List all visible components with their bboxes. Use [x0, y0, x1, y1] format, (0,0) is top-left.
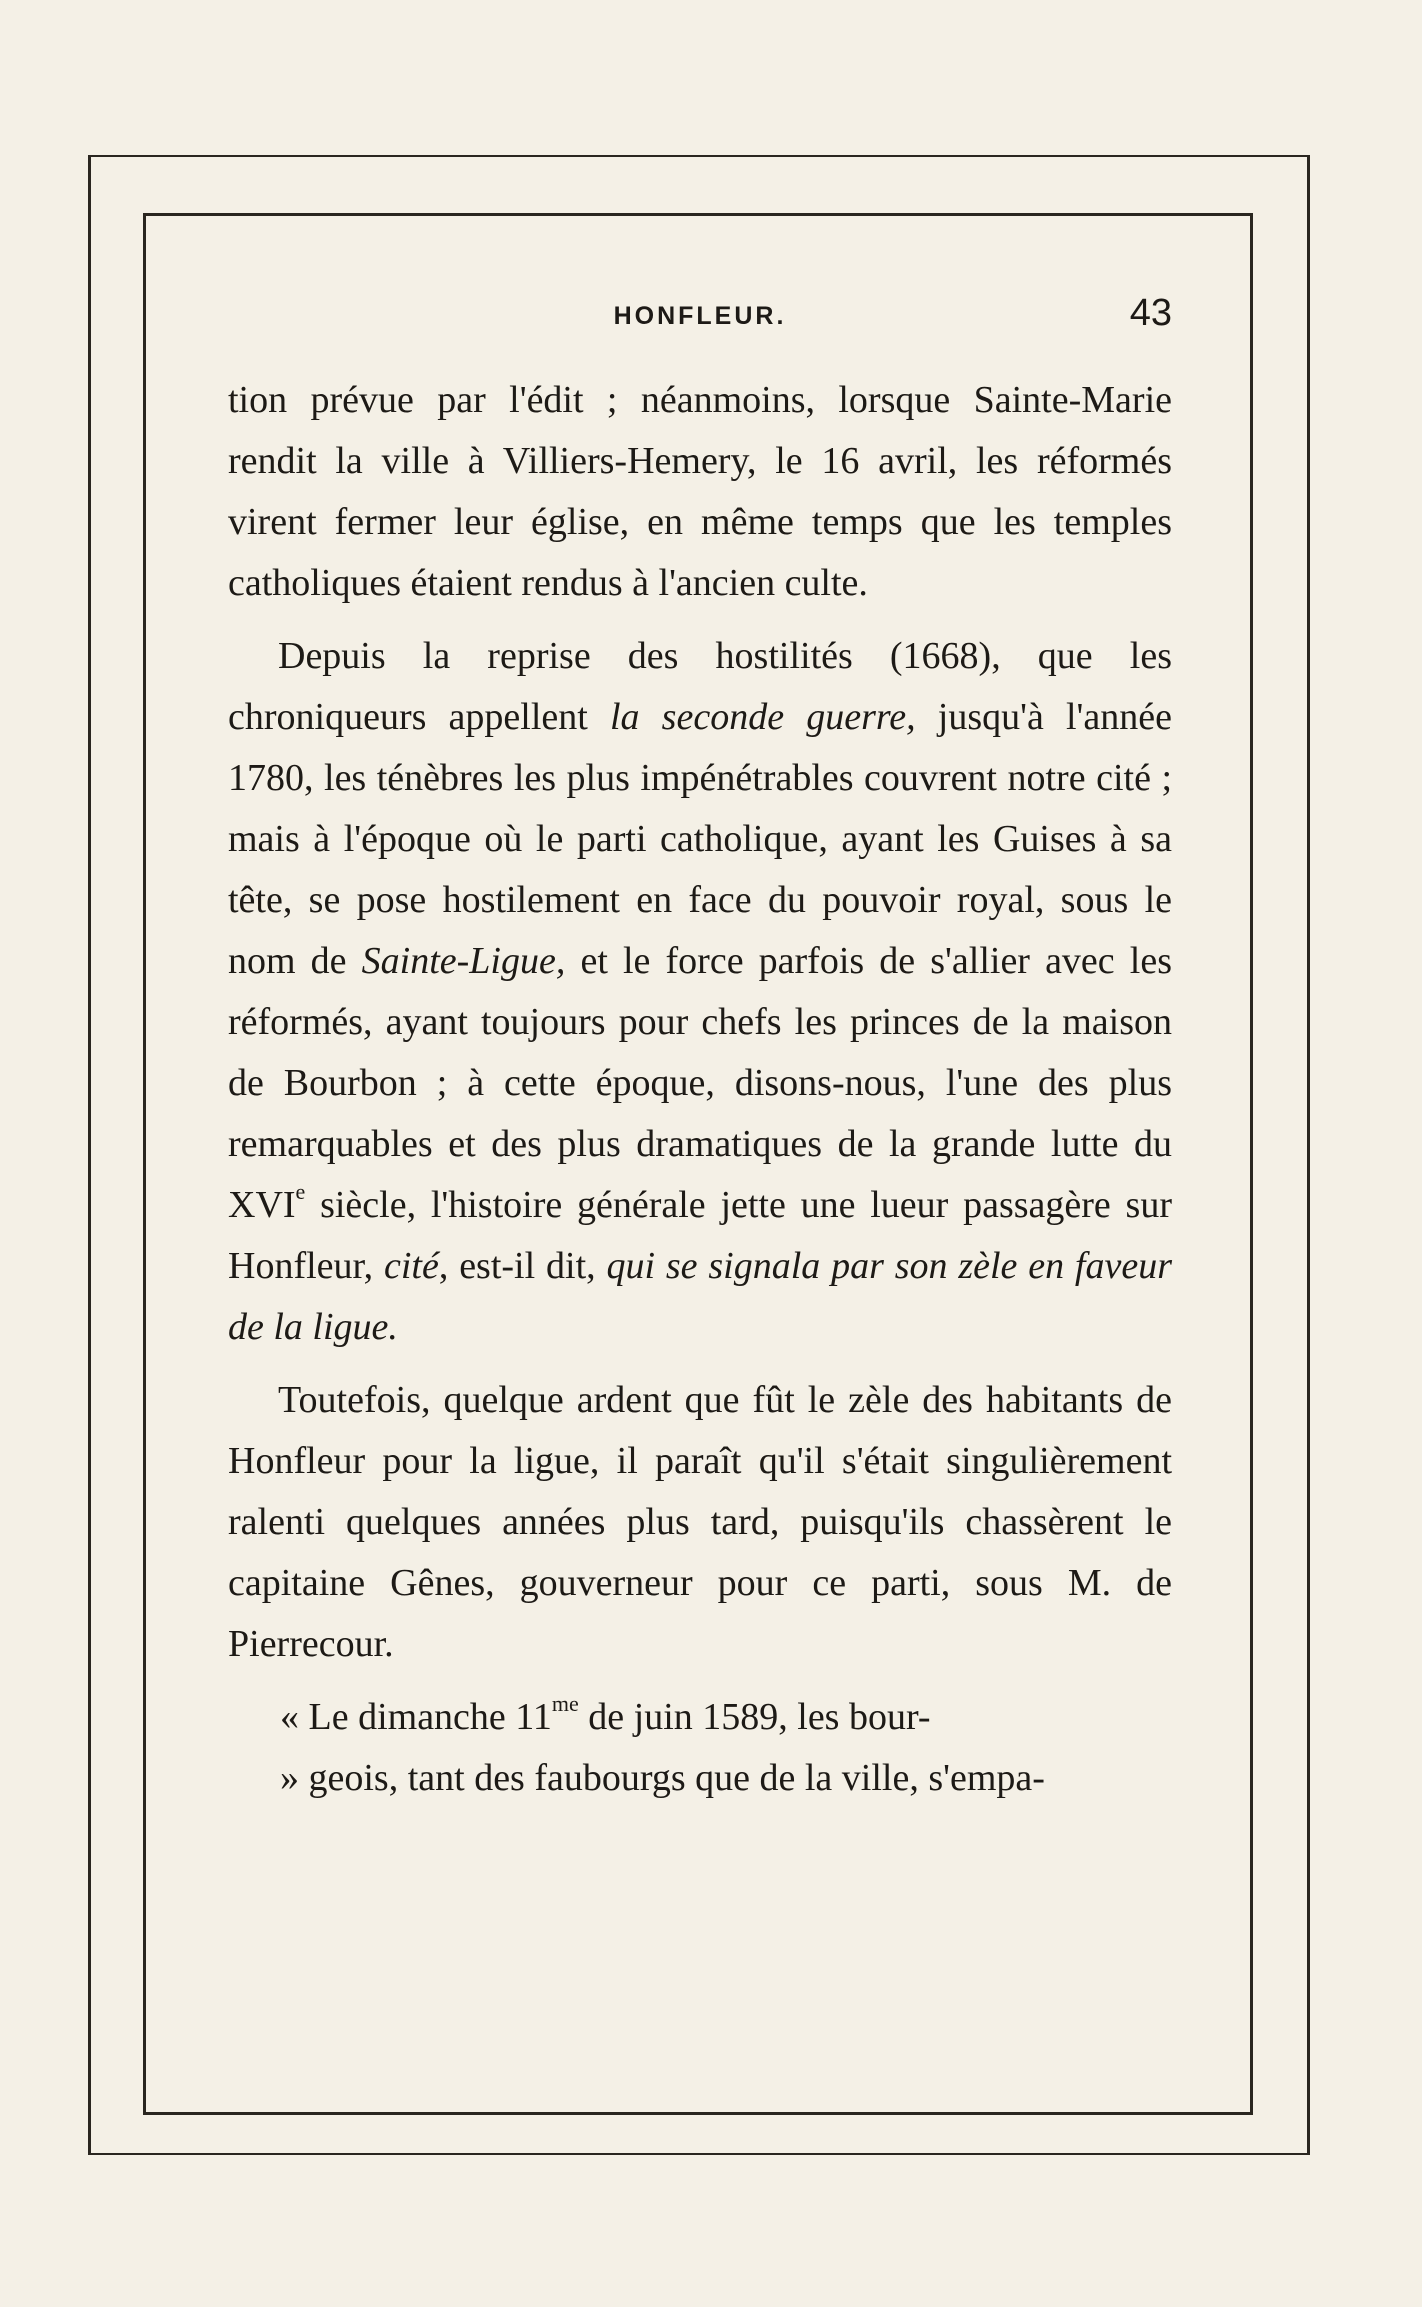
text-segment: siècle, l'histoire générale jette une lueur passagère sur Honfleur, — [228, 1184, 1172, 1287]
quote-line2: » geois, tant des faubourgs que de la ville, s'empa- — [280, 1757, 1045, 1799]
text-segment: jusqu'à l'année 1780, les ténèbres les plus impénétrables couvrent notre cité ; mais à l'époque où le parti catholique, ayant les Guises à sa tête, se pose hostilement en face du pouvoir royal, sous le nom de — [228, 696, 1172, 982]
paragraph-2 — [228, 626, 1172, 1358]
text-segment: Depuis la reprise des hostilités (1668), que les chroniqueurs appellent — [228, 635, 1172, 738]
text-segment: Sainte-Ligue, — [361, 940, 566, 982]
text-segment: et le force parfois de s'allier avec les réformés, ayant toujours pour chefs les princes de la maison de Bourbon ; à cette époque, disons-nous, l'une des plus remarquables et des plus dramatiques de la grande lutte du XVI — [228, 940, 1172, 1226]
running-head — [228, 292, 1172, 342]
page-number: 43 — [1129, 292, 1172, 334]
text-segment: e — [295, 1179, 306, 1205]
paragraph-3 — [228, 1370, 1172, 1675]
quote-line1-sup: me — [551, 1691, 579, 1717]
text-segment: cité — [384, 1245, 439, 1287]
quote-line1-b: de juin 1589, les bour- — [578, 1696, 931, 1738]
text-segment: la seconde guerre, — [609, 696, 916, 738]
page-title: HONFLEUR. — [613, 302, 787, 330]
text-segment: Toutefois, quelque ardent que fût le zèle des habitants de Honfleur pour la ligue, il paraît qu'il s'était singulièrement ralenti quelques années plus tard, puisqu'ils chassèrent le capitaine Gênes, gouverneur pour ce parti, sous M. de Pierrecour. — [228, 1379, 1172, 1665]
body-text — [228, 370, 1172, 1809]
text-segment: , est-il dit, — [438, 1245, 607, 1287]
text-segment: tion prévue par l'édit ; néanmoins, lorsque Sainte-Marie rendit la ville à Villiers-Hemery, le 16 avril, les réformés virent fermer leur église, en même temps que les temples catholiques étaient rendus à l'ancien culte. — [228, 379, 1172, 604]
quote-block — [228, 1687, 1172, 1809]
quote-line1-a: « Le dimanche 11 — [280, 1696, 552, 1738]
text-segment: qui se signala par son zèle en faveur de la ligue. — [228, 1245, 1173, 1348]
paragraph-1 — [228, 370, 1172, 614]
